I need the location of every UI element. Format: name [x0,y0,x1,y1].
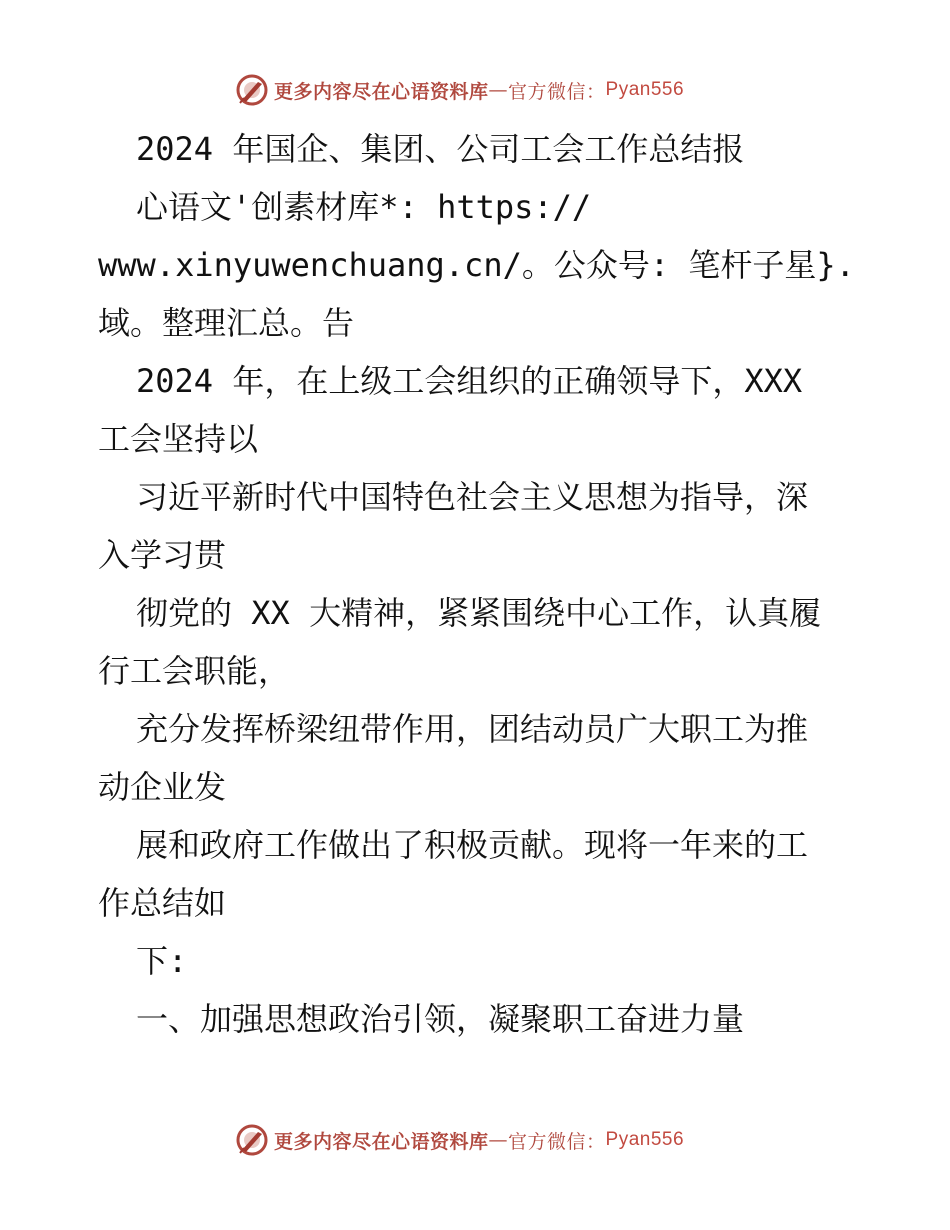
watermark-wechat-id: Pyan556 [605,1129,685,1150]
watermark-wechat-label: 官方微信： [508,1130,606,1153]
watermark-brand: 更多内容尽在心语资料库 [274,1130,489,1153]
watermark-brand: 更多内容尽在心语资料库 [274,80,489,103]
footer-watermark [236,1122,684,1158]
document-body [98,120,858,1048]
doc-line: 心语文'创素材库*: https:// [136,188,592,226]
doc-line: 习近平新时代中国特色社会主义思想为指导，深 [136,478,809,516]
watermark-dash: — [488,1129,509,1151]
doc-line: 工会坚持以 [98,420,259,458]
doc-line: 入学习贯 [98,536,227,574]
watermark-dash: — [488,79,509,101]
quill-pen-logo-icon [236,74,268,106]
doc-line: 展和政府工作做出了积极贡献。现将一年来的工 [136,826,809,864]
section-heading: 一、加强思想政治引领，凝聚职工奋进力量 [136,1000,745,1038]
header-watermark [236,72,684,108]
watermark-wechat-label: 官方微信： [508,80,606,103]
doc-title: 2024 年国企、集团、公司工会工作总结报 [136,130,745,168]
doc-line: 2024 年，在上级工会组织的正确领导下，XXX [136,362,803,400]
doc-line: 作总结如 [98,884,227,922]
doc-line: 域。整理汇总。告 [98,304,355,342]
quill-pen-logo-icon [236,1124,268,1156]
doc-line: 下: [136,942,188,980]
doc-line: 动企业发 [98,768,227,806]
doc-line: 行工会职能， [98,652,291,690]
doc-line: 彻党的 XX 大精神，紧紧围绕中心工作，认真履 [136,594,822,632]
doc-line: 充分发挥桥梁纽带作用，团结动员广大职工为推 [136,710,809,748]
watermark-wechat-id: Pyan556 [605,79,685,100]
doc-line: www.xinyuwenchuang.cn/。公众号: 笔杆子星}. [98,246,855,284]
